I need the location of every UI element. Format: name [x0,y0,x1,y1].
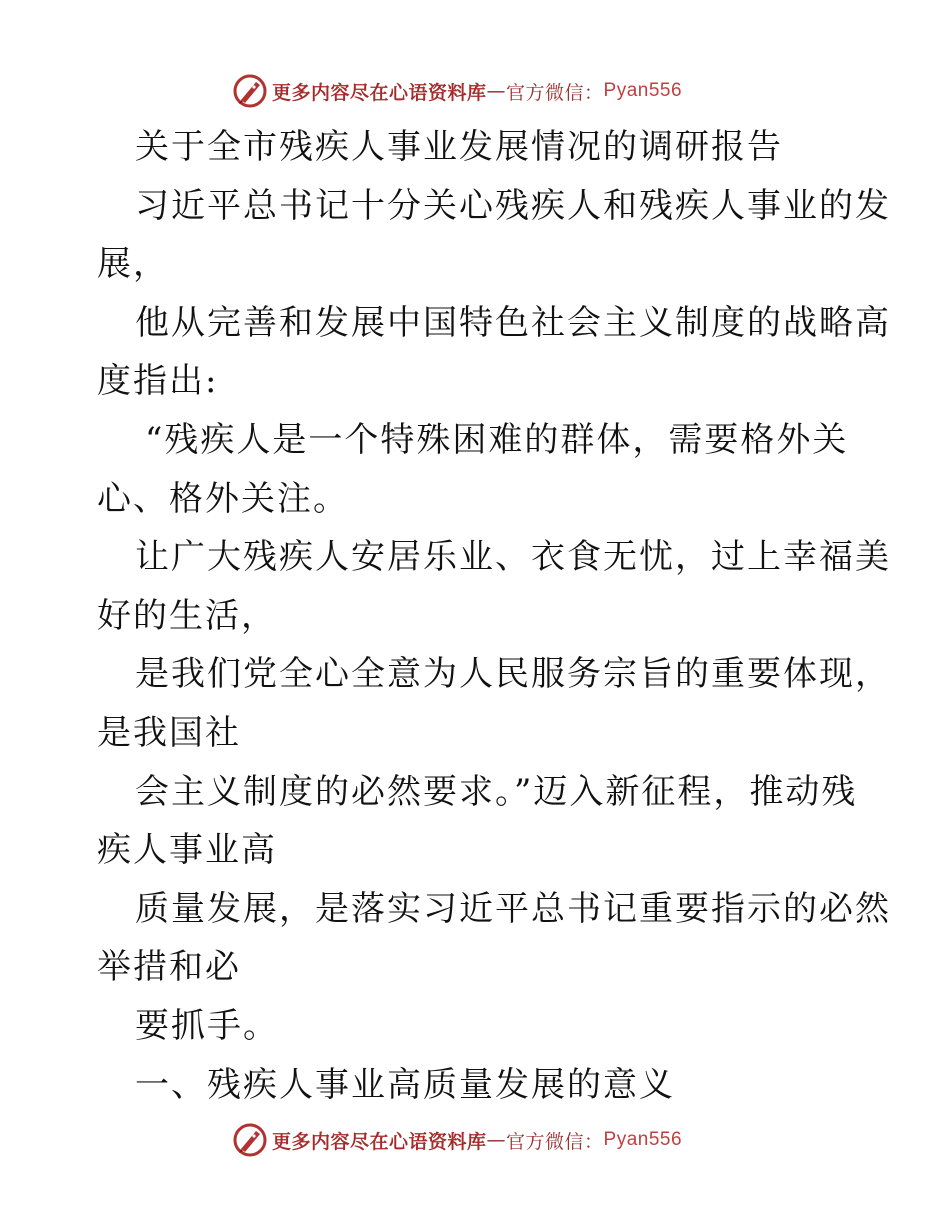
document-title: 关于全市残疾人事业发展情况的调研报告 [135,127,783,167]
watermark-footer [232,1120,682,1160]
paragraph-line: 让广大残疾人安居乐业、衣食无忧，过上幸福美 [135,537,891,578]
paragraph-line: 举措和必 [97,947,241,988]
paragraph-line: 展， [97,244,169,285]
watermark-dash: — [486,1129,507,1151]
paragraph-line: 他从完善和发展中国特色社会主义制度的战略高 [135,302,891,343]
watermark-account: Pyan556 [603,1129,683,1150]
paragraph-line: 是我国社 [97,712,241,753]
document-body [97,118,891,1114]
paragraph-line: 好的生活， [97,595,277,636]
paragraph-line: 要抓手。 [135,1005,279,1046]
watermark-official-label: 官方微信： [506,81,604,104]
quote-line: 心、格外关注。 [97,478,349,519]
pen-logo-icon [232,73,268,109]
watermark-official-label: 官方微信： [506,1130,604,1153]
watermark-header [232,71,682,111]
watermark-account: Pyan556 [603,80,683,101]
pen-logo-icon [232,1122,268,1158]
watermark-dash: — [486,80,507,102]
paragraph-line: 习近平总书记十分关心残疾人和残疾人事业的发 [135,185,891,226]
paragraph-line: 度指出: [97,361,219,402]
paragraph-line: 疾人事业高 [97,830,277,871]
section-heading: 一、残疾人事业高质量发展的意义 [135,1064,675,1105]
paragraph-line: 质量发展，是落实习近平总书记重要指示的必然 [135,888,891,929]
watermark-brand: 更多内容尽在心语资料库 [272,81,487,104]
paragraph-line: 是我们党全心全意为人民服务宗旨的重要体现， [135,654,891,695]
quote-line: “残疾人是一个特殊困难的群体，需要格外关 [145,419,849,460]
watermark-brand: 更多内容尽在心语资料库 [272,1130,487,1153]
paragraph-line: 会主义制度的必然要求。”迈入新征程，推动残 [135,771,858,812]
